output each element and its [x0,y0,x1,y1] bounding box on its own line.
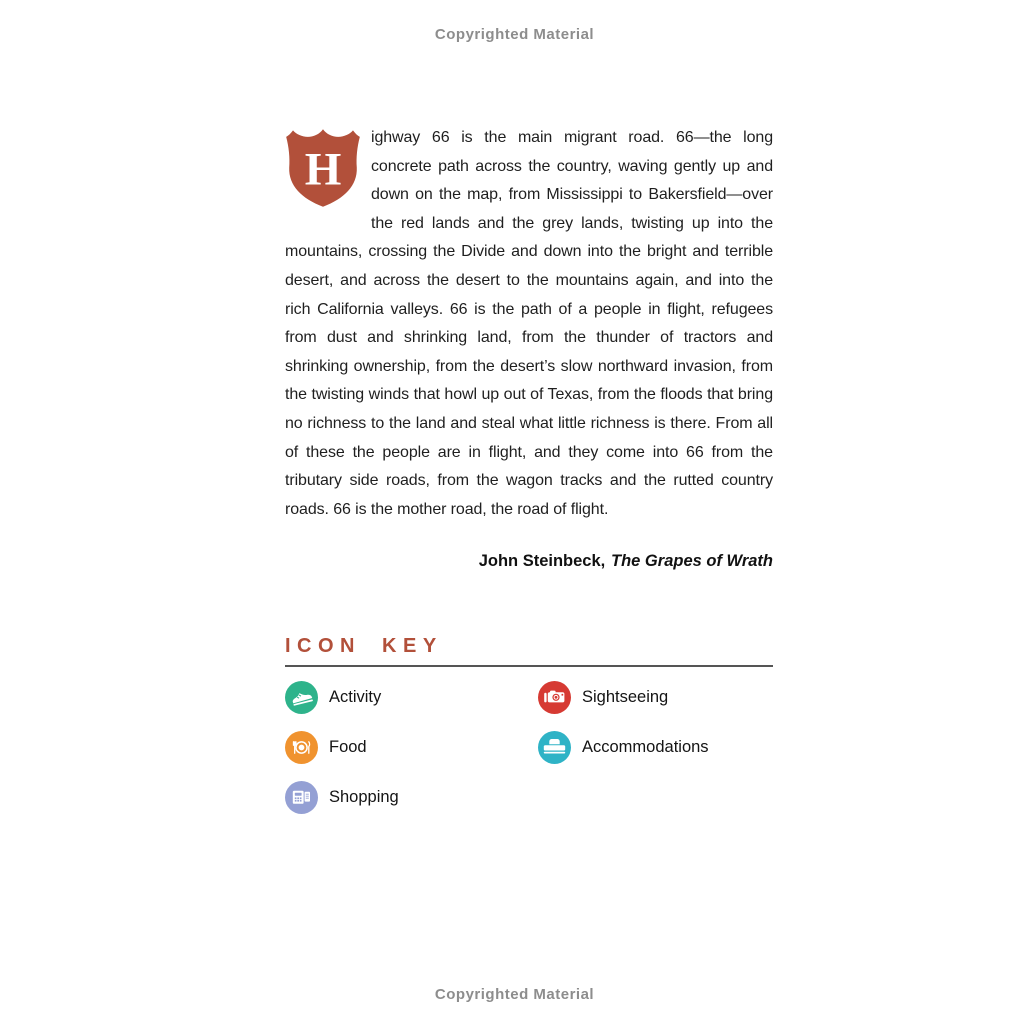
icon-key-label: Activity [329,688,382,707]
icon-key-heading: ICON KEY [285,635,773,667]
quote-text: ighway 66 is the main migrant road. 66—the long concrete path across the country, waving gently up and down on the map, from Mississippi to Bakersfield—over the red lands and the grey lands, twisting up into the mountains, crossing the Divide and down into the bright and terrible desert, and across the desert to the mountains again, and into the rich California valleys. 66 is the path of a people in flight, refugees from dust and shrinking land, from the thunder of tractors and shrinking ownership, from the desert’s slow northward invasion, from the twisting winds that howl up out of Texas, from the floods that bring no richness to the land and steal what little richness is there. From all of these the people are in flight, and they come into 66 from the tributary side roads, from the wagon tracks and the rutted country roads. 66 is the mother road, the road of flight. [285,129,773,518]
page-content [285,108,773,814]
quote-attribution [285,552,773,571]
shoe-icon [285,681,318,714]
icon-key-item-accommodations [538,731,709,764]
icon-key-label: Shopping [329,788,399,807]
camera-icon [538,681,571,714]
attribution-work-title: The Grapes of Wrath [611,552,773,571]
dropcap-letter: H [304,143,342,196]
steinbeck-quote-paragraph [285,124,773,524]
icon-key-section [285,635,773,814]
icon-key-item-shopping [285,781,538,814]
bed-icon [538,731,571,764]
copyright-notice-bottom: Copyrighted Material [434,986,595,1003]
icon-key-item-activity [285,681,538,714]
copyright-notice-top: Copyrighted Material [434,26,595,43]
attribution-author: John Steinbeck, [478,552,606,571]
plate-icon [285,731,318,764]
route-shield-dropcap-icon [285,127,361,209]
icon-key-item-food [285,731,538,764]
icon-key-label: Sightseeing [582,688,669,707]
icon-key-item-sightseeing [538,681,709,714]
cash-register-icon [285,781,318,814]
icon-key-label: Accommodations [582,738,709,757]
icon-key-grid [285,681,773,814]
icon-key-label: Food [329,738,367,757]
